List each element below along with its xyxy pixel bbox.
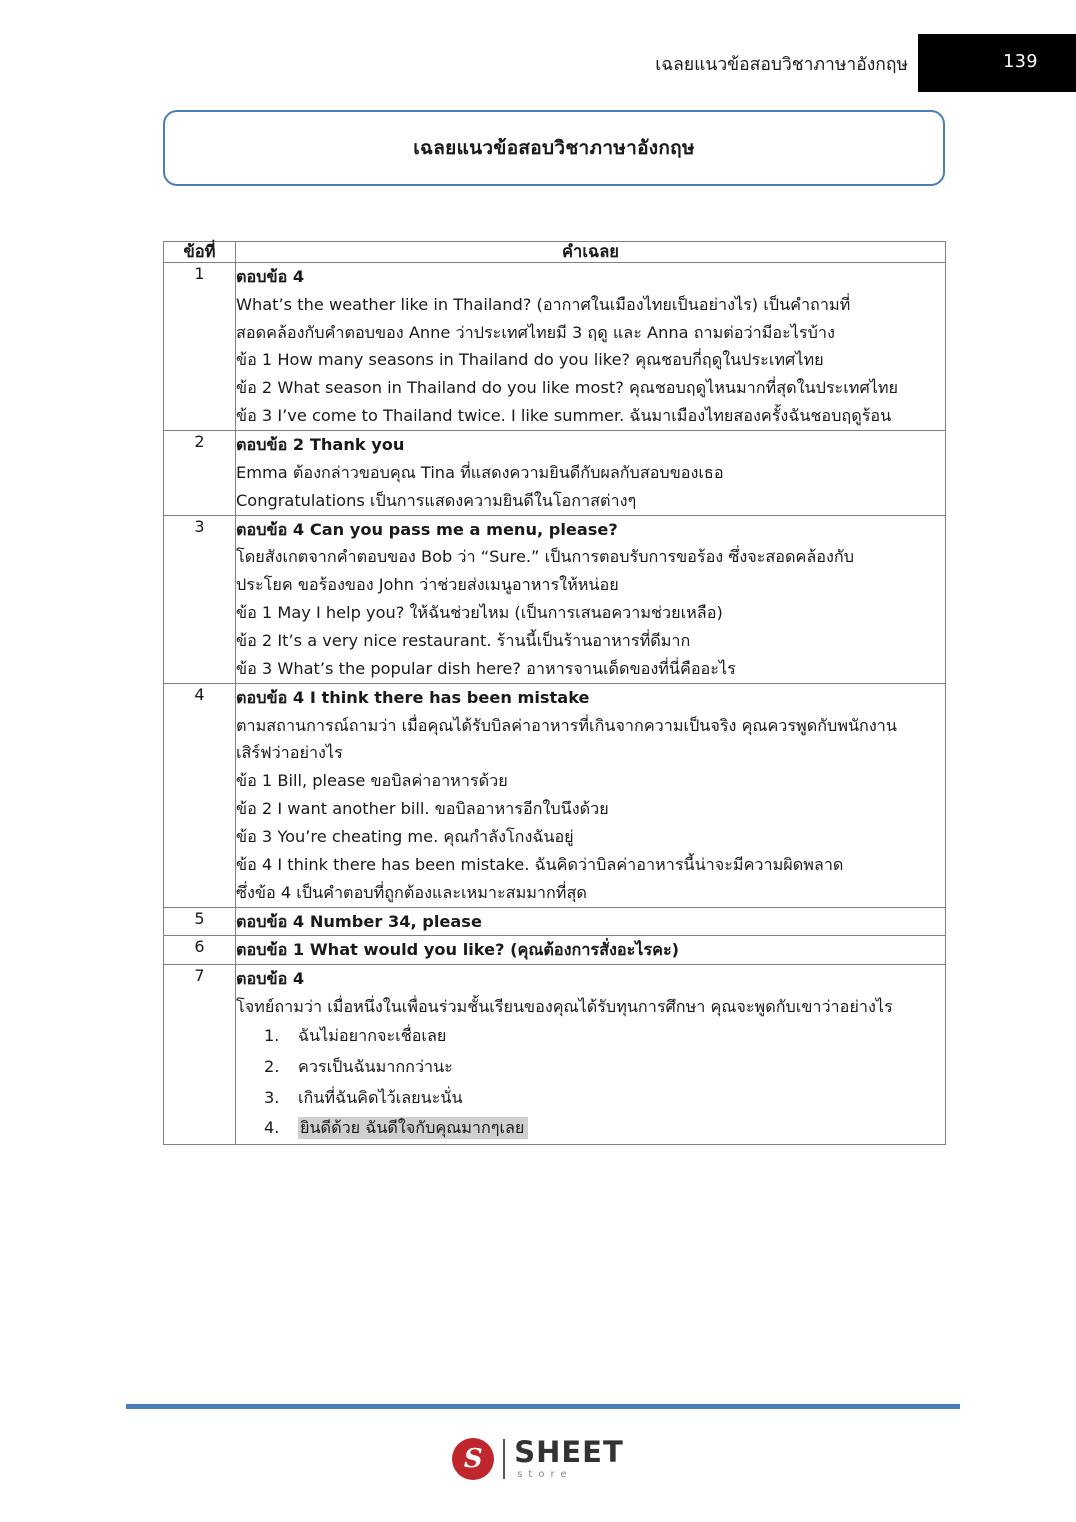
table-row (164, 430, 946, 515)
explanation-line: โดยสังเกตจากคำตอบของ Bob ว่า “Sure.” เป็นการตอบรับการขอร้อง ซึ่งจะสอดคล้องกับ (236, 547, 854, 567)
running-head-title: เฉลยแนวข้อสอบวิชาภาษาอังกฤษ (655, 55, 908, 75)
table-row (164, 683, 946, 907)
row-explanation (236, 515, 946, 683)
footer-divider (126, 1404, 960, 1409)
row-explanation (236, 907, 946, 936)
choice-number: 1. (264, 1026, 280, 1045)
row-explanation (236, 683, 946, 907)
row-explanation (236, 262, 946, 430)
explanation-line: ข้อ 4 I think there has been mistake. ฉันคิดว่าบิลค่าอาหารนี้น่าจะมีความผิดพลาด (236, 854, 844, 874)
logo-subtext: store (517, 1469, 573, 1480)
row-number: 6 (164, 936, 236, 965)
logo-wordmark: SHEET (514, 1435, 624, 1469)
row-number: 4 (164, 683, 236, 907)
table-row (164, 515, 946, 683)
row-number: 5 (164, 907, 236, 936)
answer-label: ตอบข้อ 4 (236, 266, 305, 286)
column-header-number: ข้อที่ (164, 242, 236, 263)
row-number: 7 (164, 965, 236, 1145)
answer-label: ตอบข้อ 2 Thank you (236, 434, 405, 454)
table-row (164, 262, 946, 430)
answer-key-table (163, 241, 946, 1145)
title-banner (163, 110, 945, 186)
explanation-line: Congratulations เป็นการแสดงความยินดีในโอกาสต่างๆ (236, 490, 637, 510)
choice-text: ฉันไม่อยากจะเชื่อเลย (298, 1026, 447, 1045)
sheet-store-logo-icon: S (452, 1438, 494, 1480)
answer-label: ตอบข้อ 1 What would you like? (คุณต้องการสั่งอะไรคะ) (236, 940, 680, 960)
table-row (164, 965, 946, 1145)
table-row (164, 907, 946, 936)
explanation-line: ข้อ 2 I want another bill. ขอบิลอาหารอีกใบนึงด้วย (236, 799, 609, 819)
row-explanation (236, 430, 946, 515)
page-title: เฉลยแนวข้อสอบวิชาภาษาอังกฤษ (413, 137, 695, 159)
answer-label: ตอบข้อ 4 Number 34, please (236, 911, 482, 931)
choice-item (264, 1052, 945, 1083)
row-number: 2 (164, 430, 236, 515)
table-header-row (164, 242, 946, 263)
explanation-line: ตามสถานการณ์ถามว่า เมื่อคุณได้รับบิลค่าอาหารที่เกินจากความเป็นจริง คุณควรพูดกับพนักงาน (236, 715, 897, 735)
footer-logo (0, 1424, 1076, 1494)
explanation-line: What’s the weather like in Thailand? (อากาศในเมืองไทยเป็นอย่างไร) เป็นคำถามที่ (236, 294, 851, 314)
choice-item (264, 1083, 945, 1114)
explanation-line: ซึ่งข้อ 4 เป็นคำตอบที่ถูกต้องและเหมาะสมมากที่สุด (236, 882, 587, 902)
choice-item (264, 1021, 945, 1052)
column-header-explanation: คำเฉลย (236, 242, 946, 263)
explanation-line: โจทย์ถามว่า เมื่อหนึ่งในเพื่อนร่วมชั้นเรียนของคุณได้รับทุนการศึกษา คุณจะพูดกับเขาว่าอย่างไร (236, 997, 893, 1017)
logo-divider (503, 1439, 505, 1479)
explanation-line: ข้อ 2 It’s a very nice restaurant. ร้านนี้เป็นร้านอาหารที่ดีมาก (236, 630, 691, 650)
choice-text: ควรเป็นฉันมากกว่านะ (298, 1056, 453, 1076)
explanation-line: ข้อ 1 Bill, please ขอบิลค่าอาหารด้วย (236, 771, 508, 791)
answer-label: ตอบข้อ 4 Can you pass me a menu, please? (236, 519, 618, 539)
row-number: 3 (164, 515, 236, 683)
explanation-line: สอดคล้องกับคำตอบของ Anne ว่าประเทศไทยมี 3 ฤดู และ Anna ถามต่อว่ามีอะไรบ้าง (236, 322, 835, 342)
table-body (164, 262, 946, 1144)
explanation-line: Emma ต้องกล่าวขอบคุณ Tina ที่แสดงความยินดีกับผลกับสอบของเธอ (236, 462, 724, 482)
explanation-line: ข้อ 3 You’re cheating me. คุณกำลังโกงฉันอยู่ (236, 826, 574, 846)
choice-number: 2. (264, 1056, 280, 1076)
row-explanation (236, 936, 946, 965)
row-number: 1 (164, 262, 236, 430)
page-header (0, 0, 1076, 92)
choice-text-highlighted: ยินดีด้วย ฉันดีใจกับคุณมากๆเลย (298, 1117, 528, 1139)
answer-label: ตอบข้อ 4 (236, 969, 305, 989)
explanation-line: ข้อ 1 How many seasons in Thailand do you like? คุณชอบกี่ฤดูในประเทศไทย (236, 350, 824, 370)
explanation-line: ข้อ 1 May I help you? ให้ฉันช่วยไหม (เป็นการเสนอความช่วยเหลือ) (236, 603, 723, 623)
explanation-line: ประโยค ขอร้องของ John ว่าช่วยส่งเมนูอาหารให้หน่อย (236, 575, 619, 595)
explanation-line: ข้อ 3 I’ve come to Thailand twice. I like summer. ฉันมาเมืองไทยสองครั้งฉันชอบฤดูร้อน (236, 406, 892, 426)
choice-list (236, 1021, 945, 1144)
choice-number: 4. (264, 1118, 280, 1138)
choice-number: 3. (264, 1087, 280, 1107)
explanation-line: ข้อ 2 What season in Thailand do you like most? คุณชอบฤดูไหนมากที่สุดในประเทศไทย (236, 378, 899, 398)
answer-label: ตอบข้อ 4 I think there has been mistake (236, 687, 590, 707)
choice-item (264, 1113, 945, 1144)
explanation-line: ข้อ 3 What’s the popular dish here? อาหารจานเด็ดของที่นี่คืออะไร (236, 658, 736, 678)
page-number: 139 (1003, 52, 1038, 72)
explanation-line: เสิร์ฟว่าอย่างไร (236, 743, 343, 763)
table-row (164, 936, 946, 965)
page-number-box (918, 34, 1076, 92)
choice-text: เกินที่ฉันคิดไว้เลยนะนั่น (298, 1087, 463, 1107)
row-explanation (236, 965, 946, 1145)
